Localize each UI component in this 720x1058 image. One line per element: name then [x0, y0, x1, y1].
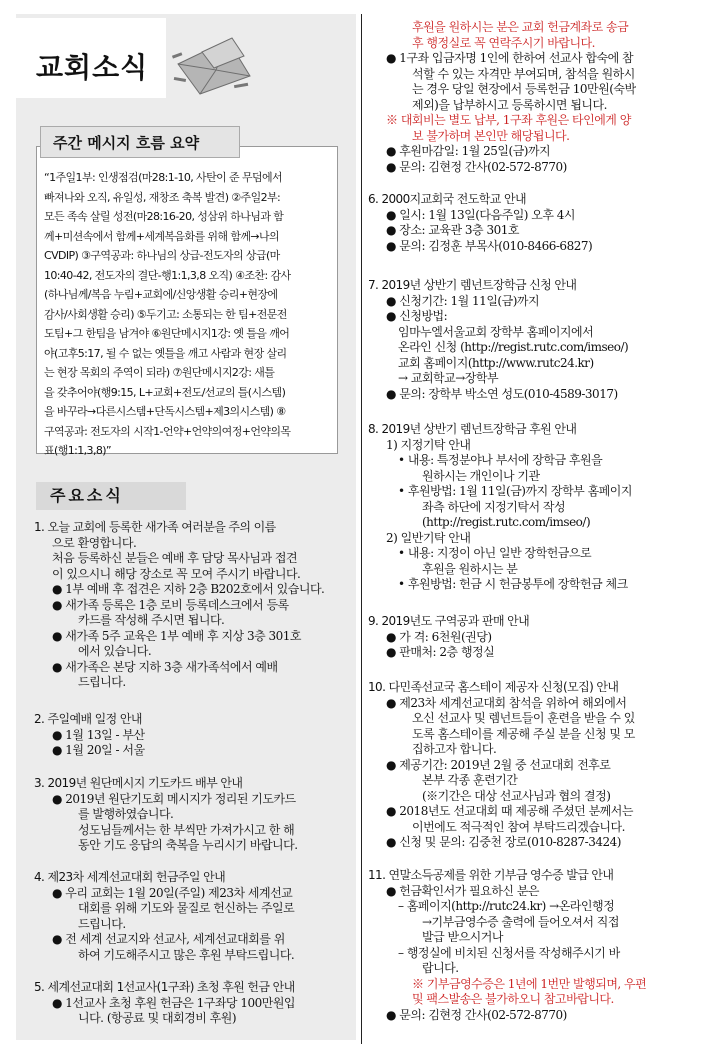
news-item-line: ● 1월 13일 - 부산: [52, 727, 145, 742]
news-item-line: ● 1부 예배 후 접견은 지하 2층 B202호에서 있습니다.: [52, 582, 325, 596]
news-item-line: (※기간은 대상 선교사님과 협의 결정): [422, 788, 611, 803]
news-item-line: ● 판매처: 2층 행정실: [386, 645, 495, 659]
news-item-line: ● 1선교사 초청 후원 헌금은 1구좌당 100만원입: [52, 995, 296, 1010]
news-item-title: 11. 연말소득공제를 위한 기부금 영수증 발급 안내: [368, 868, 614, 882]
news-item-donation-receipt: [368, 868, 708, 1023]
news-item-line: 대회를 위해 기도와 물질로 헌신하는 주일로: [78, 901, 295, 915]
news-item-evangelism-school: [368, 192, 708, 254]
news-item-line: • 후원방법: 1월 11일(금)까지 장학부 홈페이지: [398, 484, 632, 498]
news-item-line: 드립니다.: [78, 916, 126, 931]
news-item-line: 2) 일반기탁 안내: [386, 530, 471, 545]
news-item-title: 2. 주일예배 일정 안내: [34, 712, 142, 726]
news-item-line: 제외)을 납부하시고 등록하시면 됩니다.: [412, 97, 607, 112]
news-item-line: 1) 지정기탁 안내: [386, 437, 471, 452]
news-item-line: ● 우리 교회는 1월 20일(주일) 제23차 세계선교: [52, 885, 293, 900]
envelope-icon: [172, 34, 256, 96]
news-item-new-family: [34, 520, 354, 691]
news-item-line: 랍니다.: [422, 961, 459, 975]
news-item-title: 8. 2019년 상반기 렘넌트장학금 후원 안내: [368, 422, 577, 436]
news-item-line: 하여 기도해주시고 많은 후원 부탁드립니다.: [78, 947, 295, 962]
column-divider: [361, 14, 362, 1044]
news-item-line: 및 팩스발송은 불가하오니 참고바랍니다.: [412, 992, 614, 1006]
news-item-line: ● 전 세계 선교지와 선교사, 세계선교대회를 위: [52, 932, 285, 946]
page-title: 교회소식: [36, 51, 149, 84]
news-item-title: 5. 세계선교대회 1선교사(1구좌) 초청 후원 헌금 안내: [34, 980, 295, 994]
news-item-line: →기부금영수증 출력에 들어오셔서 직접: [422, 914, 619, 929]
news-item-prayer-card: [34, 776, 354, 854]
news-item-homestay: [368, 680, 708, 851]
news-item-line: ● 제23차 세계선교대회 참석을 위하여 해외에서: [386, 695, 627, 710]
news-item-mission-offering: [34, 870, 354, 963]
news-item-line: ● 신청기간: 1월 11일(금)까지: [386, 293, 540, 308]
news-item-line: ● 가 격: 6천원(권당): [386, 629, 492, 644]
news-item-line: ● 새가족 등록은 1층 로비 등록데스크에서 등록: [52, 597, 289, 612]
news-item-line: → 교회학교→장학부: [398, 371, 499, 385]
news-item-study-guide-sale: [368, 614, 708, 661]
news-item-line: 발급 받으시거나: [422, 930, 503, 944]
news-item-line: – 행정실에 비치된 신청서를 작성해주시기 바: [398, 945, 620, 960]
news-item-line: 성도님들께서는 한 부씩만 가져가시고 한 해: [78, 822, 295, 837]
news-item-line: 오신 선교사 및 렘넌트들이 훈련을 받을 수 있: [412, 711, 635, 725]
news-item-line: 후 행정실로 꼭 연락주시기 바랍니다.: [412, 35, 595, 50]
news-item-line: ● 새가족은 본당 지하 3층 새가족석에서 예배: [52, 659, 278, 674]
news-item-line: ● 문의: 장학부 박소연 성도(010-4589-3017): [386, 386, 618, 401]
news-item-line: ● 헌금확인서가 필요하신 분은: [386, 883, 540, 898]
news-item-missionary-support: [34, 980, 354, 1027]
news-item-line: ※ 대회비는 별도 납부, 1구좌 후원은 타인에게 양: [386, 113, 631, 127]
news-item-line: (http://regist.rutc.com/imseo/): [422, 515, 591, 529]
news-item-line: 석할 수 있는 자격만 부여되며, 참석을 원하시: [412, 66, 635, 81]
news-item-line: 이 있으시니 해당 장소로 꼭 모여 주시기 바랍니다.: [52, 566, 301, 581]
news-item-title: 3. 2019년 원단메시지 기도카드 배부 안내: [34, 776, 243, 790]
news-item-scholarship-application: [368, 278, 708, 402]
news-item-line: 카드를 작성해 주시면 됩니다.: [78, 613, 225, 627]
news-item-title: 9. 2019년도 구역공과 판매 안내: [368, 614, 530, 628]
news-item-line: • 후원방법: 헌금 시 헌금봉투에 장학헌금 체크: [398, 577, 628, 591]
news-item-line: ● 문의: 김정훈 부목사(010-8466-6827): [386, 238, 593, 253]
news-item-line: 으로 환영합니다.: [52, 535, 137, 550]
news-item-line: ● 문의: 김현정 간사(02-572-8770): [386, 1007, 567, 1022]
news-item-line: 교회 홈페이지(http://www.rutc24.kr): [398, 355, 594, 370]
news-item-line: 후원을 원하시는 분은 교회 헌금계좌로 송금: [412, 20, 629, 34]
news-item-title: 1. 오늘 교회에 등록한 새가족 여러분을 주의 이름: [34, 520, 276, 534]
news-item-line: 집하고자 합니다.: [412, 742, 497, 756]
news-item-line: ※ 기부금영수증은 1년에 1번만 발행되며, 우편: [412, 976, 647, 991]
news-item-title: 7. 2019년 상반기 렘넌트장학금 신청 안내: [368, 278, 577, 292]
news-item-line: 이번에도 적극적인 참여 부탁드리겠습니다.: [412, 819, 625, 834]
news-item-title: 6. 2000지교회국 전도학교 안내: [368, 192, 526, 206]
news-item-line: 도록 홈스테이를 제공해 주실 분을 신청 및 모: [412, 726, 635, 741]
news-item-line: ● 신청 및 문의: 김중천 장로(010-8287-3424): [386, 835, 621, 849]
news-item-line: ● 일시: 1월 13일(다음주일) 오후 4시: [386, 207, 576, 222]
news-item-worship-schedule: [34, 712, 354, 759]
news-item-line: ● 1월 20일 - 서울: [52, 743, 145, 757]
news-item-line: 온라인 신청 (http://regist.rutc.com/imseo/): [398, 340, 629, 354]
news-item-line: 는 경우 당일 현장에서 등록헌금 10만원(숙박: [412, 82, 636, 96]
news-item-line: ● 문의: 김현정 간사(02-572-8770): [386, 159, 567, 174]
news-header: 주요소식: [36, 482, 186, 510]
news-item-line: ● 새가족 5주 교육은 1부 예배 후 지상 3층 301호: [52, 628, 301, 643]
news-item-line: 니다. (항공료 및 대회경비 후원): [78, 1011, 237, 1025]
news-item-line: ● 후원마감일: 1월 25일(금)까지: [386, 144, 551, 158]
news-item-missionary-support-cont: [368, 20, 708, 175]
news-item-line: ● 1구좌 입금자명 1인에 한하여 선교사 합숙에 참: [386, 51, 634, 65]
news-item-line: 에서 있습니다.: [78, 644, 152, 658]
news-item-line: – 홈페이지(http://rutc24.kr) →온라인행정: [398, 899, 615, 913]
news-item-line: ● 제공기간: 2019년 2월 중 선교대회 전후로: [386, 757, 611, 772]
news-item-line: ● 장소: 교육관 3층 301호: [386, 223, 519, 237]
summary-header: 주간 메시지 흐름 요약: [40, 126, 240, 158]
news-item-line: 드립니다.: [78, 675, 126, 689]
news-item-line: 후원을 원하시는 분: [422, 561, 518, 576]
news-item-title: 4. 제23차 세계선교대회 헌금주일 안내: [34, 870, 226, 884]
news-item-line: 보 불가하며 본인만 해당됩니다.: [412, 128, 570, 143]
news-item-line: ● 신청방법:: [386, 309, 448, 323]
news-item-line: 본부 각종 훈련기간: [422, 773, 518, 787]
news-item-line: 원하시는 개인이나 기관: [422, 468, 540, 483]
news-item-line: ● 2018년도 선교대회 때 제공해 주셨던 분께서는: [386, 804, 633, 818]
news-item-line: ● 2019년 원단기도회 메시지가 정리된 기도카드: [52, 791, 296, 806]
news-item-title: 10. 다민족선교국 홈스테이 제공자 신청(모집) 안내: [368, 680, 619, 694]
news-item-line: 동안 기도 응답의 축복을 누리시기 바랍니다.: [78, 838, 298, 852]
news-item-line: 를 발행하였습니다.: [78, 807, 174, 821]
news-item-line: 처음 등록하신 분들은 예배 후 담당 목사님과 접견: [52, 551, 298, 565]
news-item-line: • 내용: 지정이 아닌 일반 장학헌금으로: [398, 546, 592, 560]
news-item-line: • 내용: 특정분야나 부서에 장학금 후원을: [398, 453, 603, 467]
summary-text: “1주일1부: 인생점검(마28:1-10, 사탄이 준 무덤에서 빠져나와 오직, 유일성, 재창조 축복 발견) ②주일2부: 모든 족속 살릴 성전(마28:16-20, 성삼위 하나님과 함 께+미션속에서 함께+세계복음화를 위해 함께→나의 CVDIP) ③구역공과: 하나님의 상급-전도자의 상급(마 10:40-42, 전도자의 결단-행1:1,3,8 오직) ④조찬: 감사 (하나님께/복음 누림+교회에/신앙생활 승리+현장에 감사/사회생활 승리) ⑤두기고: 소통되는 한 팀+전문전 도팀+그 한팀을 남겨야 ⑥원단메시지1강: 옛 틀을 깨어 야(고후5:17, 될 수 없는 옛틀을 깨고 사람과 현장 살리 는 현장 목회의 주역이 되라) ⑦원단메시지2강: 새틀 을 갖추어야(행9:15, L+교회+전도/선교의 틀(시스템) 을 바꾸라→다른시스템+단독시스템+제3의시스템) ⑧ 구역공과: 전도자의 시작1-언약+언약의여정+언약의목 표(행1:1,3,8)”: [44, 171, 291, 457]
news-item-line: 임마누엘서울교회 장학부 홈페이지에서: [398, 324, 594, 339]
news-item-scholarship-donation: [368, 422, 708, 593]
news-item-line: 좌측 하단에 지정기탁서 작성: [422, 499, 566, 514]
